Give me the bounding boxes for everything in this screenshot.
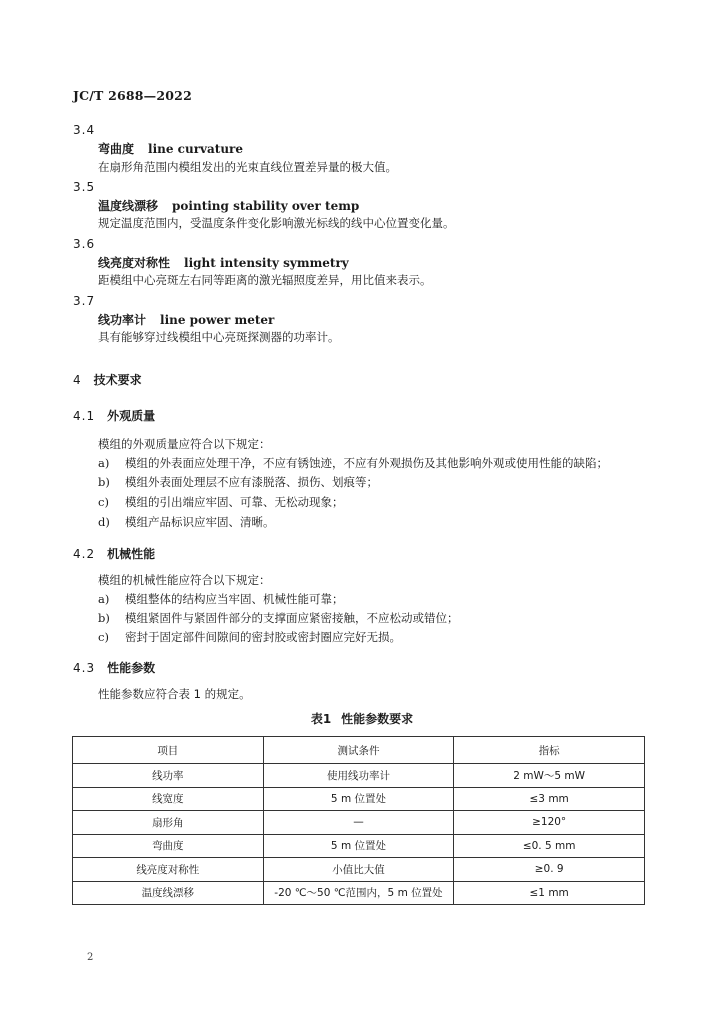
- cell-indicator: 2 mW～5 mW: [454, 764, 645, 788]
- subsection-heading: [73, 407, 155, 424]
- list-letter: c): [98, 630, 109, 644]
- list-text: 模组产品标识应牢固、清晰。: [125, 515, 275, 529]
- list-letter: c): [98, 495, 109, 509]
- cell-condition: 小值比大值: [263, 858, 454, 882]
- subsection-heading: [73, 545, 155, 562]
- cell-indicator: ≤1 mm: [454, 881, 645, 905]
- cell-item: 弯曲度: [73, 834, 264, 858]
- term-title-en: pointing stability over temp: [172, 199, 360, 213]
- section-title: 性能参数: [107, 661, 156, 675]
- section-heading: [73, 371, 142, 388]
- cell-condition: —: [263, 811, 454, 835]
- paragraph: 模组的外观质量应符合以下规定：: [98, 437, 271, 451]
- list-text: 密封于固定部件间隙间的密封胶或密封圈应完好无损。: [125, 630, 401, 644]
- header-item: 项目: [73, 737, 264, 764]
- list-letter: a): [98, 592, 110, 606]
- table-caption: [0, 710, 724, 727]
- term-number: 3.5: [73, 180, 96, 194]
- list-letter: b): [98, 611, 110, 625]
- term-title-cn: 弯曲度: [98, 142, 135, 156]
- term-title-cn: 温度线漂移: [98, 199, 159, 213]
- section-number: 4.3: [73, 661, 96, 675]
- table-header-row: [73, 737, 645, 764]
- term-title: [98, 254, 349, 271]
- list-item: [98, 494, 344, 510]
- cell-condition: -20 ℃～50 ℃范围内，5 m 位置处: [263, 881, 454, 905]
- cell-indicator: ≥120°: [454, 811, 645, 835]
- term-title-en: line power meter: [160, 313, 275, 327]
- section-number: 4: [73, 373, 82, 387]
- term-definition: 在扇形角范围内模组发出的光束直线位置差异量的极大值。: [98, 160, 397, 174]
- list-letter: b): [98, 475, 110, 489]
- list-letter: a): [98, 456, 110, 470]
- term-title-cn: 线功率计: [98, 313, 147, 327]
- table-row: [73, 858, 645, 882]
- cell-indicator: ≤0. 5 mm: [454, 834, 645, 858]
- list-item: [98, 629, 401, 645]
- table-row: [73, 811, 645, 835]
- list-item: [98, 514, 275, 530]
- list-letter: d): [98, 515, 110, 529]
- term-title-cn: 线亮度对称性: [98, 256, 171, 270]
- section-title: 外观质量: [107, 409, 156, 423]
- table-row: [73, 881, 645, 905]
- term-title: [98, 140, 243, 157]
- section-title: 技术要求: [93, 373, 142, 387]
- term-title-en: light intensity symmetry: [184, 256, 349, 270]
- section-title: 机械性能: [107, 547, 156, 561]
- cell-item: 线宽度: [73, 787, 264, 811]
- term-title-en: line curvature: [148, 142, 243, 156]
- header-test-condition: 测试条件: [263, 737, 454, 764]
- paragraph: 模组的机械性能应符合以下规定：: [98, 573, 271, 587]
- performance-parameters-table: [72, 736, 645, 905]
- header-indicator: 指标: [454, 737, 645, 764]
- list-item: [98, 610, 459, 626]
- standard-code: JC/T 2688—2022: [73, 88, 192, 103]
- cell-item: 线亮度对称性: [73, 858, 264, 882]
- cell-item: 线功率: [73, 764, 264, 788]
- table-caption-title: 性能参数要求: [341, 712, 414, 726]
- list-item: [98, 474, 378, 490]
- list-text: 模组紧固件与紧固件部分的支撑面应紧密接触，不应松动或错位；: [125, 611, 459, 625]
- term-definition: 规定温度范围内，受温度条件变化影响激光标线的线中心位置变化量。: [98, 216, 455, 230]
- cell-condition: 5 m 位置处: [263, 787, 454, 811]
- table-row: [73, 834, 645, 858]
- cell-indicator: ≤3 mm: [454, 787, 645, 811]
- table-row: [73, 764, 645, 788]
- table-row: [73, 787, 645, 811]
- list-text: 模组整体的结构应当牢固、机械性能可靠；: [125, 592, 344, 606]
- cell-item: 扇形角: [73, 811, 264, 835]
- list-item: [98, 591, 344, 607]
- section-number: 4.1: [73, 409, 96, 423]
- term-definition: 具有能够穿过线模组中心亮斑探测器的功率计。: [98, 330, 340, 344]
- term-number: 3.4: [73, 123, 96, 137]
- cell-condition: 5 m 位置处: [263, 834, 454, 858]
- list-text: 模组外表面处理层不应有漆脱落、损伤、划痕等；: [125, 475, 378, 489]
- list-item: [98, 455, 608, 471]
- subsection-heading: [73, 659, 155, 676]
- page-number: 2: [87, 952, 94, 963]
- cell-indicator: ≥0. 9: [454, 858, 645, 882]
- paragraph: 性能参数应符合表 1 的规定。: [98, 687, 251, 701]
- table-caption-label: 表1: [310, 712, 332, 726]
- term-number: 3.7: [73, 294, 96, 308]
- list-text: 模组的引出端应牢固、可靠、无松动现象；: [125, 495, 344, 509]
- term-title: [98, 311, 274, 328]
- cell-item: 温度线漂移: [73, 881, 264, 905]
- cell-condition: 使用线功率计: [263, 764, 454, 788]
- list-text: 模组的外表面应处理干净，不应有锈蚀迹，不应有外观损伤及其他影响外观或使用性能的缺陷；: [125, 456, 608, 470]
- term-number: 3.6: [73, 237, 96, 251]
- section-number: 4.2: [73, 547, 96, 561]
- term-title: [98, 197, 359, 214]
- term-definition: 距模组中心亮斑左右同等距离的激光辐照度差异，用比值来表示。: [98, 273, 432, 287]
